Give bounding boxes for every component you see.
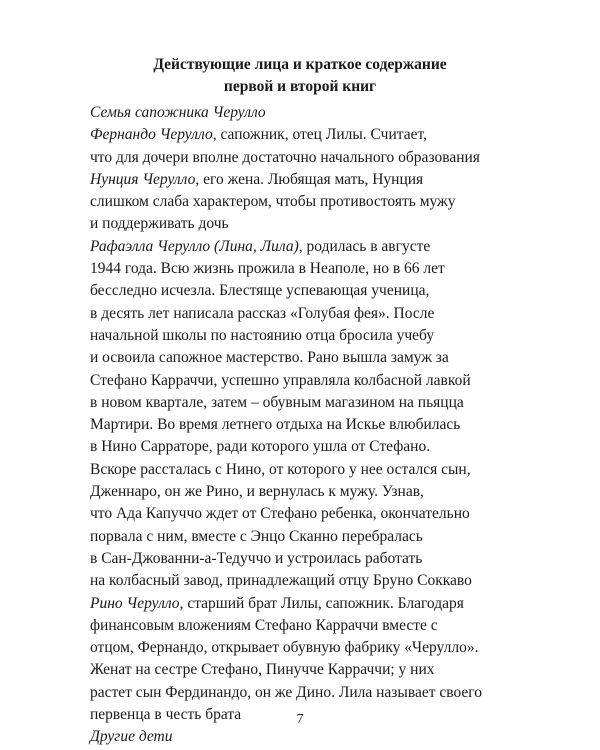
page-number: 7 bbox=[296, 712, 304, 727]
text-line: бесследно исчезла. Блестяще успевающая ученица, bbox=[90, 282, 430, 300]
subsection-title: Другие дети bbox=[90, 728, 173, 746]
text-line: Стефано Карраччи, успешно управляла колбасной лавкой bbox=[90, 371, 471, 389]
text-line bbox=[90, 236, 530, 258]
character-desc-nunzia: , его жена. Любящая мать, Нунция bbox=[195, 170, 424, 188]
page-body bbox=[90, 102, 530, 749]
page-heading bbox=[0, 54, 600, 98]
heading-line-1: Действующие лица и краткое содержание bbox=[153, 56, 447, 73]
text-line: Женат на сестре Стефано, Пинучче Карраччи; у них bbox=[90, 661, 435, 679]
text-line: в десять лет написала рассказ «Голубая фея». После bbox=[90, 304, 435, 322]
text-line: в Нино Сарраторе, ради которого ушла от Стефано. bbox=[90, 438, 431, 456]
text-line: Мартири. Во время летнего отдыха на Искье влюбилась bbox=[90, 416, 461, 434]
text-line: начальной школы по настоянию отца бросила учебу bbox=[90, 326, 435, 344]
section-title: Семья сапожника Черулло bbox=[90, 104, 266, 121]
text-line: Дженнаро, он же Рино, и вернулась к мужу. Узнав, bbox=[90, 483, 424, 501]
text-line: и поддерживать дочь bbox=[90, 215, 229, 233]
character-desc-fernando: , сапожник, отец Лилы. Считает, bbox=[212, 126, 427, 144]
text-line: порвала с ним, вместе с Энцо Сканно перебралась bbox=[90, 527, 423, 545]
text-line: на колбасный завод, принадлежащий отцу Бруно Соккаво bbox=[90, 572, 472, 590]
heading-line-2: первой и второй книг bbox=[223, 78, 377, 95]
text-line: что для дочери вполне достаточно начального образования bbox=[90, 148, 480, 166]
text-line bbox=[90, 124, 530, 146]
text-line: первенца в честь брата bbox=[90, 706, 242, 724]
text-line: и освоила сапожное мастерство. Рано вышла замуж за bbox=[90, 349, 449, 367]
text-line: в новом квартале, затем – обувным магазином на пьяцца bbox=[90, 393, 464, 411]
text-line: отцом, Фернандо, открывает обувную фабрику «Черулло». bbox=[90, 639, 479, 657]
text-line: Вскоре рассталась с Нино, от которого у нее остался сын, bbox=[90, 460, 471, 478]
text-line: в Сан-Джованни-а-Тедуччо и устроилась работать bbox=[90, 549, 423, 567]
text-line: финансовым вложениям Стефано Карраччи вместе с bbox=[90, 616, 438, 634]
text-line: слишком слаба характером, чтобы противостоять мужу bbox=[90, 193, 456, 211]
character-name-nunzia: Нунция Черулло bbox=[90, 170, 196, 188]
text-line bbox=[90, 169, 530, 191]
text-line: 1944 года. Всю жизнь прожила в Неаполе, но в 66 лет bbox=[90, 260, 445, 278]
character-name-fernando: Фернандо Черулло bbox=[90, 126, 213, 144]
character-desc-rafaella: , родилась в августе bbox=[298, 237, 431, 255]
character-name-rafaella: Рафаэлла Черулло (Лина, Лила) bbox=[90, 237, 299, 255]
text-line bbox=[90, 593, 530, 615]
text-line: растет сын Фердинандо, он же Дино. Лила называет своего bbox=[90, 683, 482, 701]
character-desc-rino: , старший брат Лилы, сапожник. Благодаря bbox=[179, 594, 464, 612]
character-name-rino: Рино Черулло bbox=[90, 594, 180, 612]
text-line: что Ада Капуччо ждет от Стефано ребенка, окончательно bbox=[90, 505, 470, 523]
